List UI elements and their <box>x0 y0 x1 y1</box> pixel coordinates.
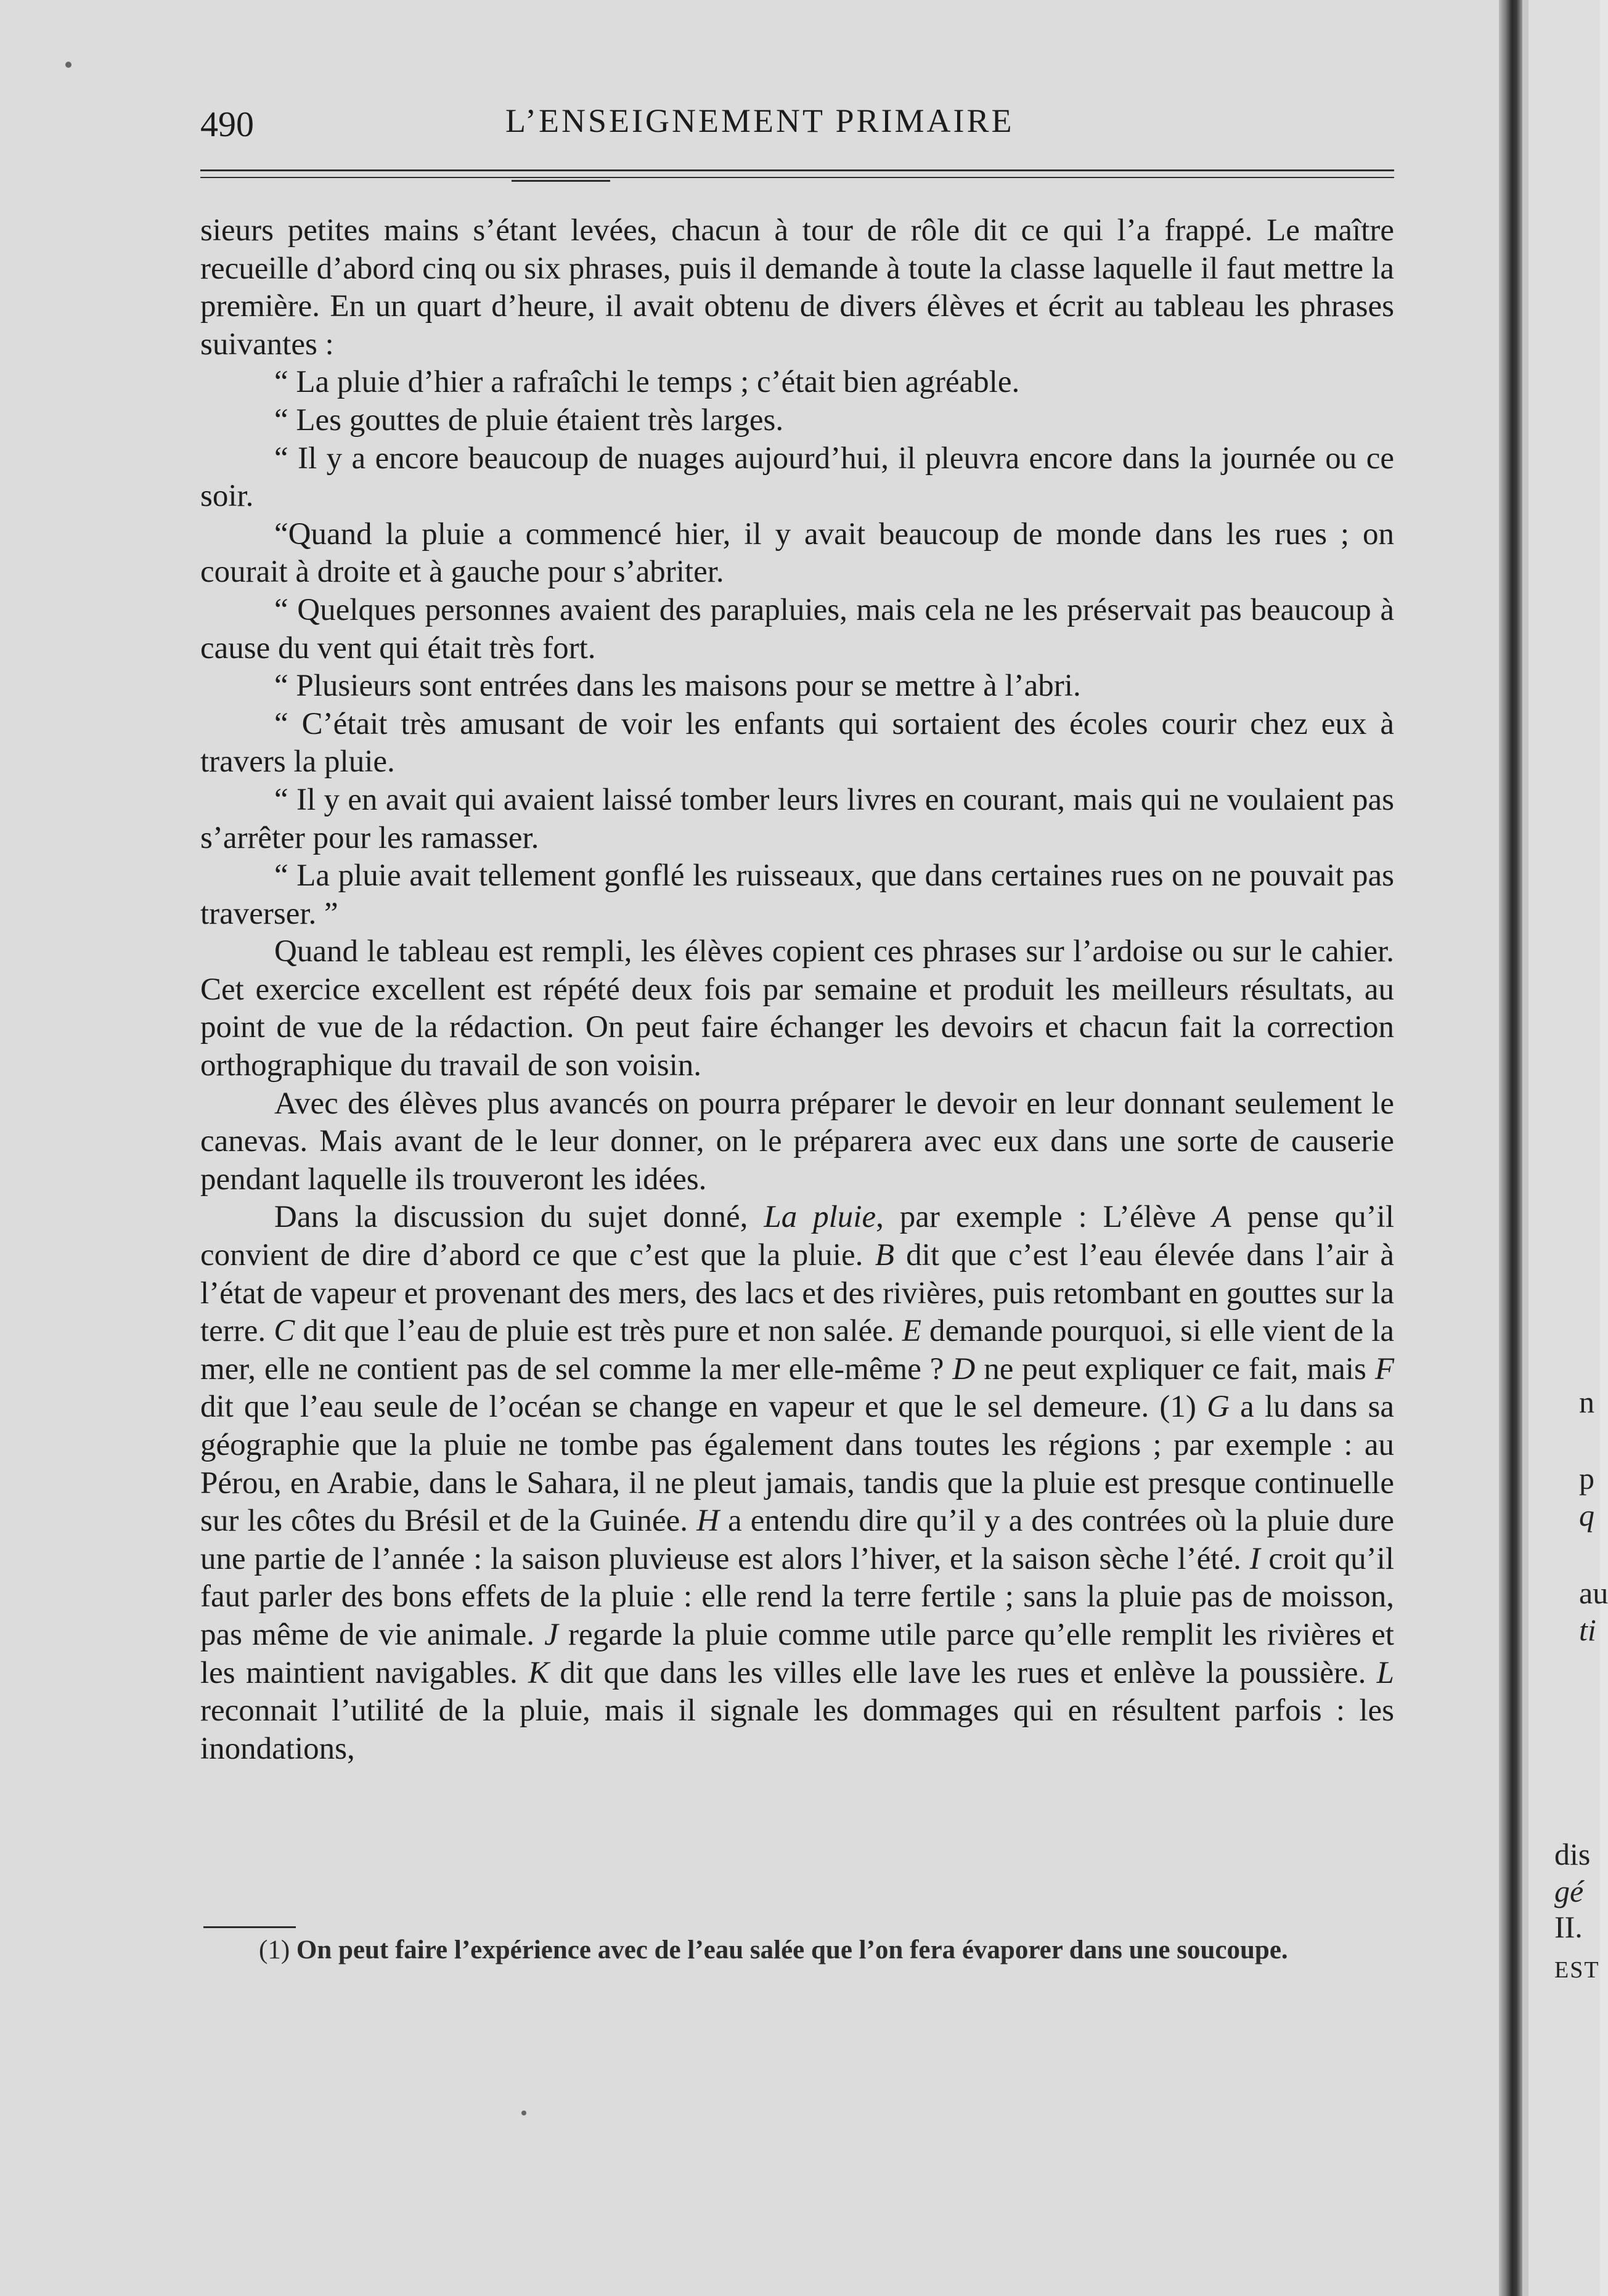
book-gutter <box>1499 0 1522 2296</box>
text-run: dit que c’est l’eau élevée dans l’air à l’état de vapeur et provenant des mers, des lacs et des rivières, puis retombant en gouttes sur la terre. <box>200 1238 1394 1349</box>
margin-fragment: dis <box>1554 1837 1591 1871</box>
speck <box>521 2111 526 2115</box>
body-text <box>200 212 1394 1768</box>
pupil-letter: D <box>952 1351 976 1386</box>
pupil-letter: L <box>1376 1655 1394 1690</box>
pupil-letter: H <box>696 1504 719 1539</box>
text-run: pense qu’il convient de dire d’abord ce que c’est que la pluie. <box>200 1200 1394 1273</box>
quoted-sentence: “ Il y en avait qui avaient laissé tomber leurs livres en courant, mais qui ne voulaient pas s’arrêter pour les ramasser. <box>200 782 1394 855</box>
pupil-letter: B <box>875 1238 894 1273</box>
page-edge-shadow <box>1522 0 1528 2296</box>
text-run: Dans la discussion du sujet donné, <box>274 1200 764 1235</box>
text-run: , par exemple : L’élève <box>876 1200 1212 1235</box>
quoted-sentence: “Quand la pluie a commencé hier, il y avait beaucoup de monde dans les rues ; on courait à droite et à gauche pour s’abriter. <box>200 516 1394 590</box>
text-run: dit que l’eau seule de l’océan se change en vapeur et que le sel demeure. (1) <box>200 1390 1207 1425</box>
quoted-sentence: “ Plusieurs sont entrées dans les maisons pour se mettre à l’abri. <box>274 669 1081 704</box>
text-run: ne peut expliquer ce fait, mais <box>975 1351 1375 1386</box>
margin-fragment: p <box>1579 1461 1594 1496</box>
margin-fragment: q <box>1579 1498 1594 1533</box>
speck <box>65 62 71 68</box>
text-run: demande pourquoi, si elle vient de la mer, elle ne contient pas de sel comme la mer elle-même ? <box>200 1314 1394 1386</box>
paragraph: Avec des élèves plus avancés on pourra préparer le devoir en leur donnant seulement le canevas. Mais avant de le leur donner, on le préparera avec eux dans une sorte de causerie pendant laquelle ils trouveront les idées. <box>200 1086 1394 1197</box>
pupil-letter: G <box>1207 1390 1230 1425</box>
margin-fragment: ti <box>1579 1613 1596 1647</box>
paragraph: Quand le tableau est rempli, les élèves copient ces phrases sur l’ardoise ou sur le cahier. Cet exercice excellent est répété deux fois par semaine et produit les meilleurs résultats, au point de vue de la rédaction. On peut faire échanger les devoirs et chacun fait la correction orthographique du travail de son voisin. <box>200 934 1394 1083</box>
pupil-letter: A <box>1212 1200 1231 1235</box>
text-run: dit que dans les villes elle lave les rues et enlève la poussière. <box>549 1655 1377 1690</box>
footnote-mark: (1) <box>259 1936 290 1964</box>
adjacent-page-edge <box>1522 0 1608 2296</box>
pupil-letter: K <box>528 1655 550 1690</box>
quoted-sentence: “ La pluie avait tellement gonflé les ruisseaux, que dans certaines rues on ne pouvait pas traverser. ” <box>200 858 1394 931</box>
margin-fragment: gé <box>1554 1874 1584 1908</box>
pupil-letter: C <box>274 1314 295 1349</box>
quoted-sentence: “ La pluie d’hier a rafraîchi le temps ; c’était bien agréable. <box>274 365 1020 400</box>
margin-fragment: EST <box>1554 1957 1600 1983</box>
quoted-sentence: “ Il y a encore beaucoup de nuages aujourd’hui, il pleuvra encore dans la journée ou ce soir. <box>200 441 1394 514</box>
pupil-letter: F <box>1374 1351 1394 1386</box>
header-rule-mark <box>512 180 610 182</box>
margin-fragment: n <box>1579 1385 1594 1419</box>
header-rule <box>200 169 1394 171</box>
pupil-letter: J <box>544 1617 558 1652</box>
text-run: reconnait l’utilité de la pluie, mais il signale les dommages qui en résultent parfois : les inondations, <box>200 1693 1394 1766</box>
footnote <box>200 1932 1408 1969</box>
text-run: dit que l’eau de pluie est très pure et non salée. <box>295 1314 902 1349</box>
header-rule <box>200 177 1394 178</box>
discussion-paragraph <box>200 1199 1394 1768</box>
margin-fragment: au <box>1579 1576 1608 1610</box>
text-run: regarde la pluie comme utile parce qu’elle remplit les rivières et les maintient navigables. <box>200 1617 1394 1690</box>
page-number: 490 <box>200 104 254 144</box>
margin-fragment: II. <box>1554 1910 1583 1944</box>
running-title: L’ENSEIGNEMENT PRIMAIRE <box>505 102 1014 139</box>
subject-title: La pluie <box>764 1200 876 1235</box>
text-run: a entendu dire qu’il y a des contrées où la pluie dure une partie de l’année : la saison pluvieuse est alors l’hiver, et la saison sèche l’été. <box>200 1504 1394 1576</box>
pupil-letter: I <box>1249 1541 1260 1576</box>
quoted-sentence: “ C’était très amusant de voir les enfants qui sortaient des écoles courir chez eux à travers la pluie. <box>200 706 1394 780</box>
quoted-sentence: “ Les gouttes de pluie étaient très larges. <box>274 402 784 438</box>
footnote-text: On peut faire l’expérience avec de l’eau salée que l’on fera évaporer dans une soucoupe. <box>290 1936 1288 1964</box>
paragraph: sieurs petites mains s’étant levées, chacun à tour de rôle dit ce qui l’a frappé. Le maître recueille d’abord cinq ou six phrases, puis il demande à toute la classe laquelle il faut mettre la première. En un quart d’heure, il avait obtenu de divers élèves et écrit au tableau les phrases suivantes : <box>200 213 1394 362</box>
text-run: a lu dans sa géographie que la pluie ne tombe pas également dans toutes les régions ; par exemple : au Pérou, en Arabie, dans le Sahara, il ne pleut jamais, tandis que la pluie est presque continuelle sur les côtes du Brésil et de la Guinée. <box>200 1390 1394 1539</box>
footnote-rule <box>203 1926 296 1928</box>
pupil-letter: E <box>902 1314 921 1349</box>
quoted-sentence: “ Quelques personnes avaient des parapluies, mais cela ne les préservait pas beaucoup à cause du vent qui était très fort. <box>200 592 1394 666</box>
text-run: croit qu’il faut parler des bons effets de la pluie : elle rend la terre fertile ; sans la pluie pas de moisson, pas même de vie animale. <box>200 1541 1395 1652</box>
